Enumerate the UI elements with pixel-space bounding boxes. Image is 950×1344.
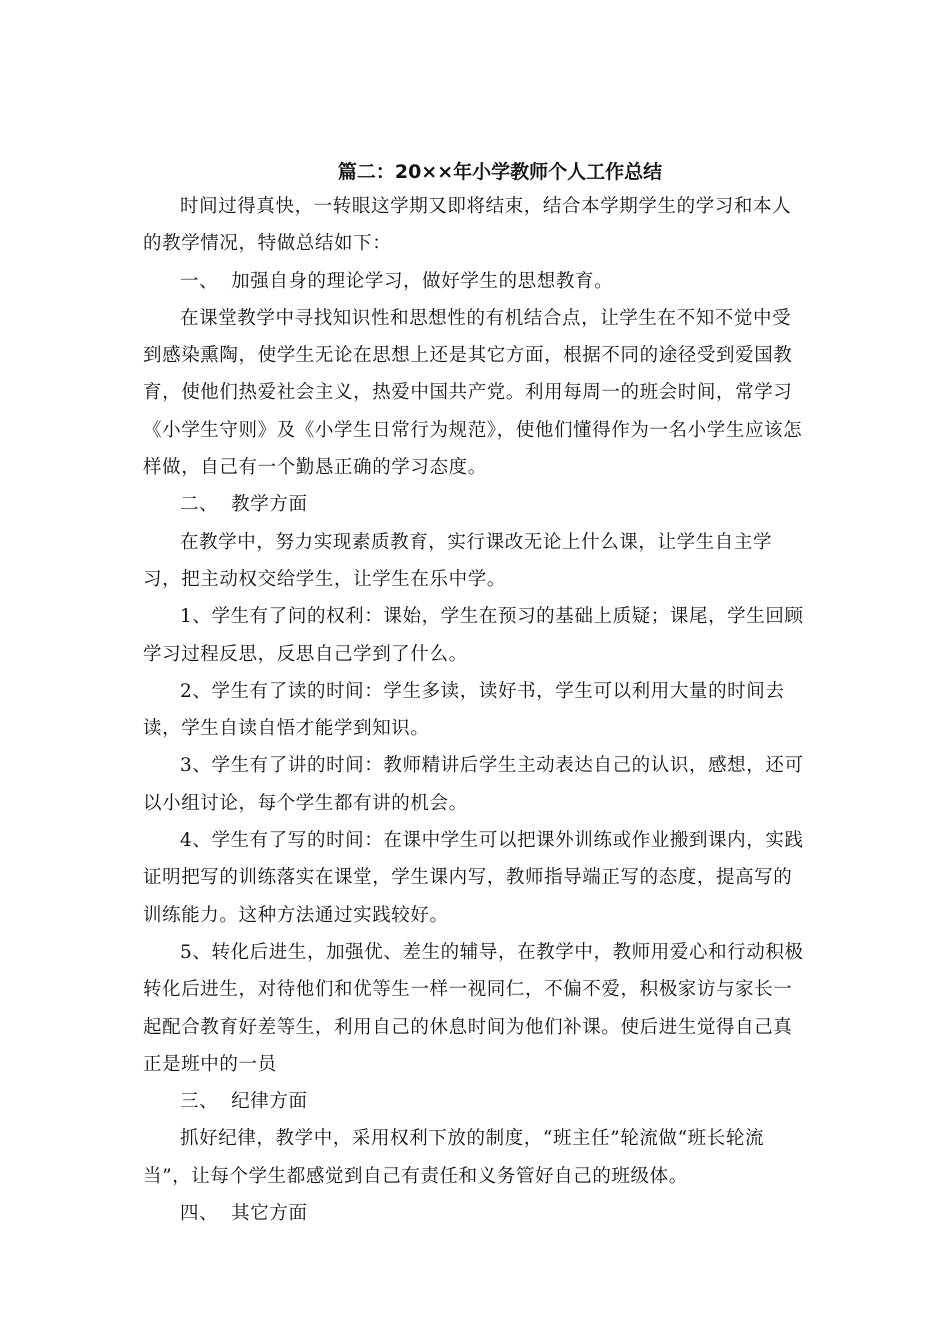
paragraph-item-1: 1、学生有了问的权利：课始，学生在预习的基础上质疑；课尾，学生回顾学习过程反思，反思自己学到了什么。 (143, 606, 804, 665)
section-heading-4: 四、 其它方面 (180, 1203, 308, 1225)
paragraph-teaching: 在教学中，努力实现素质教育，实行课改无论上什么课，让学生自主学习，把主动权交给学生，让学生在乐中学。 (143, 531, 773, 590)
document-title: 篇二：20××年小学教师个人工作总结 (337, 161, 663, 183)
paragraph-item-4: 4、学生有了写的时间：在课中学生可以把课外训练或作业搬到课内，实践证明把写的训练落实在课堂，学生课内写，教师指导端正写的态度，提高写的训练能力。这种方法通过实践较好。 (143, 830, 804, 926)
paragraph-theory-study: 在课堂教学中寻找知识性和思想性的有机结合点，让学生在不知不觉中受到感染熏陶，使学生无论在思想上还是其它方面，根据不同的途径受到爱国教育，使他们热爱社会主义，热爱中国共产党。利用每周一的班会时间，常学习《小学生守则》及《小学生日常行为规范》，使他们懂得作为一名小学生应该怎样做，自己有一个勤恳正确的学习态度。 (143, 307, 803, 479)
paragraph-item-5: 5、转化后进生，加强优、差生的辅导，在教学中，教师用爱心和行动积极转化后进生，对待他们和优等生一样一视同仁，不偏不爱，积极家访与家长一起配合教育好差等生，利用自己的休息时间为他们补课。使后进生觉得自己真正是班中的一员 (143, 941, 804, 1075)
section-heading-3: 三、 纪律方面 (180, 1091, 308, 1113)
paragraph-item-2: 2、学生有了读的时间：学生多读，读好书，学生可以利用大量的时间去读，学生自读自悟才能学到知识。 (143, 680, 785, 740)
document-body (143, 188, 809, 1232)
section-heading-1: 一、 加强自身的理论学习，做好学生的思想教育。 (180, 270, 614, 292)
paragraph-discipline: 抓好纪律，教学中，采用权利下放的制度，“班主任”轮流做“班长轮流当”，让每个学生都感觉到自己有责任和义务管好自己的班级体。 (143, 1128, 765, 1187)
paragraph-item-3: 3、学生有了讲的时间：教师精讲后学生主动表达自己的认识，感想，还可以小组讨论，每个学生都有讲的机会。 (143, 755, 804, 814)
paragraph-intro: 时间过得真快，一转眼这学期又即将结束，结合本学期学生的学习和本人的教学情况，特做总结如下： (143, 196, 792, 255)
section-heading-2: 二、 教学方面 (180, 494, 308, 516)
